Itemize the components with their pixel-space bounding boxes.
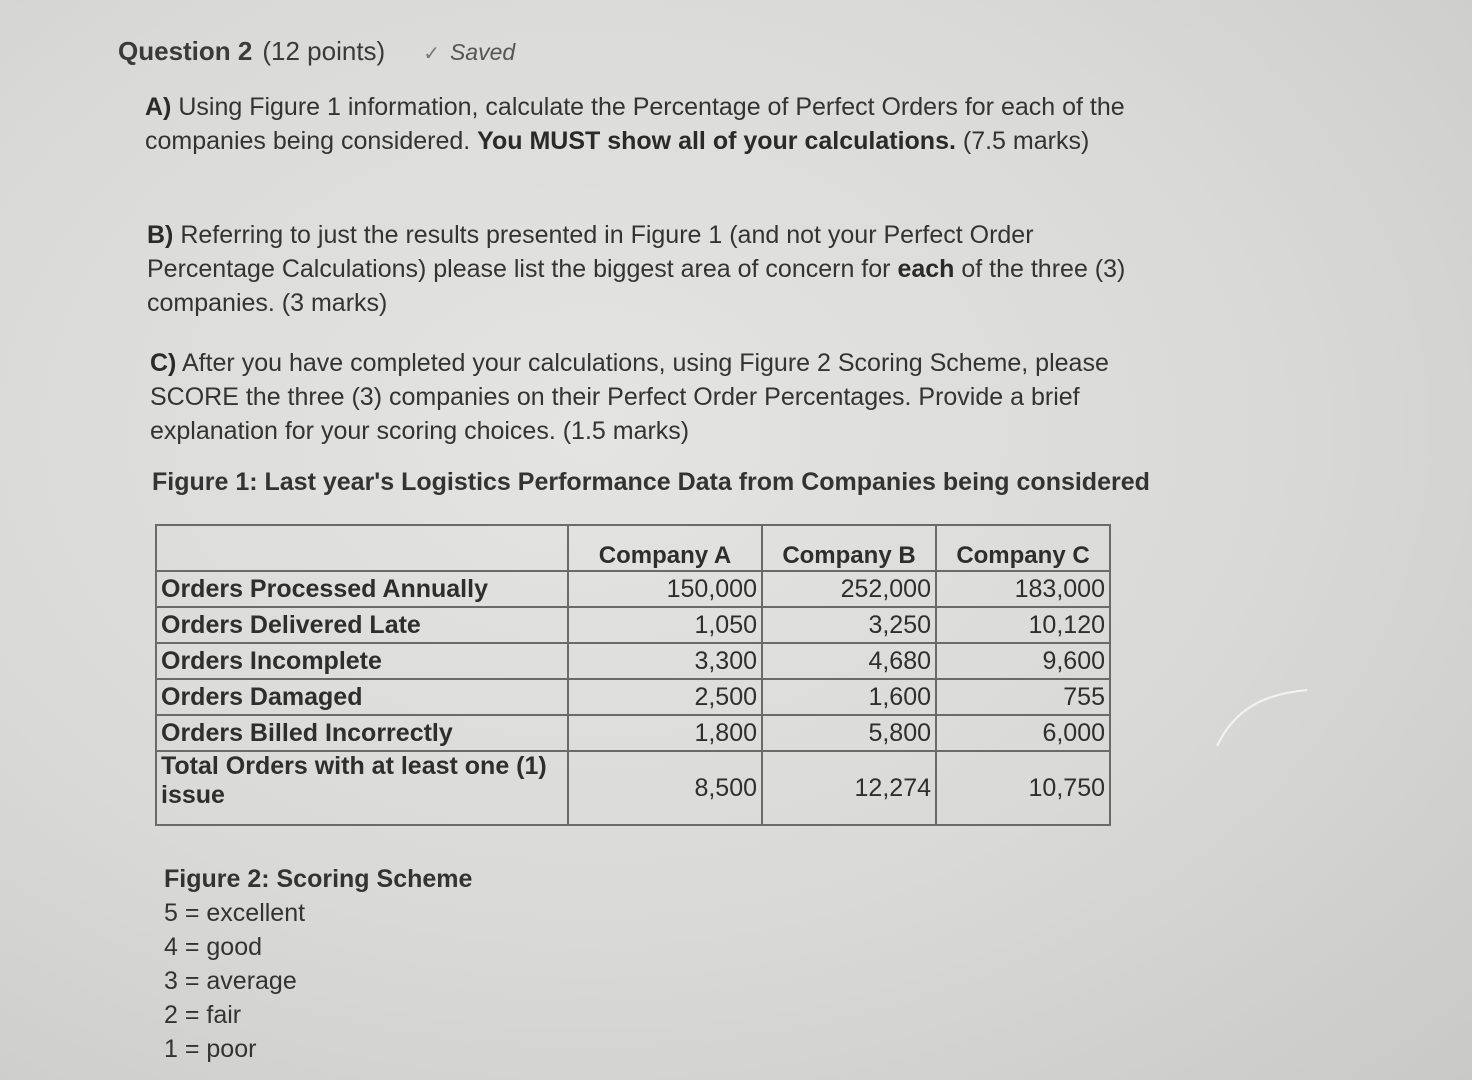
- score-item: 3 = average: [164, 967, 297, 995]
- cell-company-b: 252,000: [762, 571, 936, 607]
- header-company-a: Company A: [568, 525, 762, 571]
- part-c-body: After you have completed your calculations, using Figure 2 Scoring Scheme, please SCORE the three (3) companies on their Perfect Order Percentages. Provide a brief explanation for your scoring choices. (1.5 marks): [150, 349, 1109, 445]
- cell-company-a: 1,050: [568, 607, 762, 643]
- cell-company-b: 4,680: [762, 643, 936, 679]
- figure2-scoring-scheme: [164, 862, 472, 1066]
- table-row: [156, 715, 1110, 751]
- part-b-emphasis: each: [897, 255, 955, 283]
- part-c-text: [150, 346, 1170, 448]
- decorative-curve: [1215, 688, 1315, 748]
- cell-company-c: 183,000: [936, 571, 1110, 607]
- table-header-row: [156, 525, 1110, 571]
- part-b-marks: of the three (3) companies. (3 marks): [147, 255, 1126, 317]
- question-points: (12 points): [262, 36, 386, 66]
- cell-company-a: 2,500: [568, 679, 762, 715]
- part-b-text: [147, 218, 1167, 320]
- cell-company-b: 3,250: [762, 607, 936, 643]
- cell-company-a: 8,500: [568, 751, 762, 825]
- cell-company-c: 10,750: [936, 751, 1110, 825]
- table-row: [156, 751, 1110, 825]
- score-item: 1 = poor: [164, 1035, 257, 1063]
- question-header: [118, 36, 515, 67]
- score-item: 4 = good: [164, 933, 263, 961]
- table-row: [156, 679, 1110, 715]
- row-label: Orders Billed Incorrectly: [156, 715, 568, 751]
- part-c-label: C): [150, 349, 177, 377]
- score-item: 5 = excellent: [164, 899, 306, 927]
- check-icon: ✓: [423, 43, 440, 65]
- cell-company-c: 9,600: [936, 643, 1110, 679]
- cell-company-c: 6,000: [936, 715, 1110, 751]
- cell-company-a: 150,000: [568, 571, 762, 607]
- table-row: [156, 643, 1110, 679]
- row-label: Orders Incomplete: [156, 643, 568, 679]
- row-label: Orders Delivered Late: [156, 607, 568, 643]
- part-a-marks: (7.5 marks): [955, 127, 1090, 155]
- cell-company-c: 755: [936, 679, 1110, 715]
- cell-company-b: 12,274: [762, 751, 936, 825]
- figure1-table: [155, 524, 1111, 826]
- header-company-c: Company C: [936, 525, 1110, 571]
- question-title: Question 2: [118, 36, 253, 66]
- header-company-b: Company B: [762, 525, 936, 571]
- part-a-text: [145, 90, 1165, 158]
- cell-company-b: 1,600: [762, 679, 936, 715]
- part-a-body: Using Figure 1 information, calculate the Percentage of Perfect Orders for each of the companies being considered.: [145, 93, 1125, 155]
- saved-label: Saved: [449, 39, 516, 65]
- table-row: [156, 607, 1110, 643]
- cell-company-c: 10,120: [936, 607, 1110, 643]
- row-label: Orders Damaged: [156, 679, 568, 715]
- figure2-title: Figure 2: Scoring Scheme: [164, 865, 473, 893]
- cell-company-b: 5,800: [762, 715, 936, 751]
- row-label: Orders Processed Annually: [156, 571, 568, 607]
- part-a-label: A): [145, 93, 172, 121]
- cell-company-a: 3,300: [568, 643, 762, 679]
- part-a-emphasis: You MUST show all of your calculations.: [477, 127, 956, 155]
- part-b-body: Referring to just the results presented in Figure 1 (and not your Perfect Order Percentage Calculations) please list the biggest area of concern for: [147, 221, 1034, 283]
- header-blank: [156, 525, 568, 571]
- cell-company-a: 1,800: [568, 715, 762, 751]
- row-label: Total Orders with at least one (1) issue: [156, 751, 568, 825]
- figure1-title: Figure 1: Last year's Logistics Performance Data from Companies being considered: [152, 468, 1150, 496]
- score-item: 2 = fair: [164, 1001, 242, 1029]
- table-row: [156, 571, 1110, 607]
- saved-status: [423, 39, 515, 66]
- part-b-label: B): [147, 221, 174, 249]
